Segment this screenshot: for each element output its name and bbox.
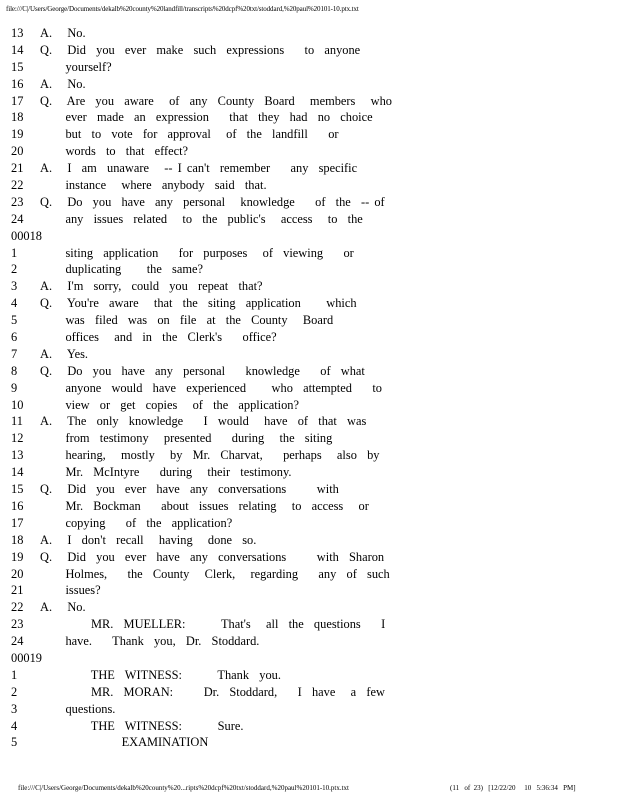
line-number: 3 bbox=[11, 279, 18, 294]
line-number: 1 bbox=[11, 245, 18, 260]
header-file-path: file:///C|/Users/George/Documents/dekalb%20county%20landfill/transcripts%20dcpf%20txt/stoddard,%20paul%20101-10.ptx.txt bbox=[6, 5, 359, 13]
line-text: siting application for purposes of viewing or bbox=[40, 245, 354, 260]
line-text: A. The only knowledge I would have of that was bbox=[40, 414, 367, 429]
line-number: 4 bbox=[11, 718, 18, 733]
line-text: Q. Do you have any personal knowledge of what bbox=[40, 363, 365, 378]
transcript-line bbox=[0, 380, 618, 397]
transcript-line bbox=[0, 25, 618, 42]
line-number: 19 bbox=[11, 127, 24, 142]
line-text: MR. MORAN: Dr. Stoddard, I have a few bbox=[40, 684, 385, 699]
line-text: Holmes, the County Clerk, regarding any of such bbox=[40, 566, 390, 581]
line-text: instance where anybody said that. bbox=[40, 178, 267, 193]
line-text: from testimony presented during the siting bbox=[40, 431, 333, 446]
line-number: 13 bbox=[11, 26, 24, 40]
line-text: words to that effect? bbox=[40, 144, 189, 159]
line-text: Q. Did you ever make such expressions to anyone bbox=[40, 42, 361, 57]
line-number: 15 bbox=[11, 59, 24, 74]
line-text: copying of the application? bbox=[40, 515, 233, 530]
transcript-line bbox=[0, 346, 618, 363]
line-number: 3 bbox=[11, 701, 18, 716]
transcript-line bbox=[0, 245, 618, 262]
transcript-line bbox=[0, 194, 618, 211]
line-text: any issues related to the public's access to the bbox=[40, 211, 363, 226]
line-number: 18 bbox=[11, 532, 24, 547]
line-number: 2 bbox=[11, 262, 18, 277]
line-text: Q. Did you ever have any conversations with bbox=[40, 482, 339, 497]
transcript-line bbox=[0, 109, 618, 126]
line-number: 1 bbox=[11, 667, 18, 682]
transcript-line bbox=[0, 261, 618, 278]
line-number: 2 bbox=[11, 684, 18, 699]
footer-page-info: (11 of 23) [12/22/20 10 5:36:34 PM] bbox=[450, 784, 576, 792]
line-text: A. No. bbox=[40, 600, 86, 615]
page-number: 00019 bbox=[11, 650, 42, 665]
transcript-line bbox=[0, 93, 618, 110]
transcript-line bbox=[0, 430, 618, 447]
line-number: 9 bbox=[11, 380, 18, 395]
transcript-line bbox=[0, 126, 618, 143]
transcript-body bbox=[0, 25, 618, 751]
line-number: 15 bbox=[11, 482, 24, 497]
line-number: 17 bbox=[11, 93, 24, 108]
line-text: issues? bbox=[40, 583, 101, 598]
line-text: Q. Do you have any personal knowledge of the -- of bbox=[40, 194, 385, 209]
line-number: 21 bbox=[11, 161, 24, 176]
transcript-line bbox=[0, 160, 618, 177]
line-text: A. No. bbox=[40, 76, 86, 91]
line-text: Mr. Bockman about issues relating to access or bbox=[40, 498, 369, 513]
page-number: 00018 bbox=[11, 228, 42, 243]
line-number: 23 bbox=[11, 194, 24, 209]
transcript-line bbox=[0, 42, 618, 59]
line-text: have. Thank you, Dr. Stoddard. bbox=[40, 634, 260, 649]
line-text: Q. Did you ever have any conversations with Sharon bbox=[40, 549, 385, 564]
line-text: A. Yes. bbox=[40, 346, 89, 361]
line-number: 22 bbox=[11, 178, 24, 193]
line-number: 24 bbox=[11, 634, 24, 649]
line-text: A. I am unaware -- I can't remember any specific bbox=[40, 161, 358, 176]
transcript-line bbox=[0, 295, 618, 312]
transcript-line bbox=[0, 447, 618, 464]
line-number: 20 bbox=[11, 144, 24, 159]
line-number: 16 bbox=[11, 76, 24, 91]
line-text: THE WITNESS: Sure. bbox=[40, 718, 244, 733]
line-number: 14 bbox=[11, 42, 24, 57]
line-number: 13 bbox=[11, 448, 24, 463]
line-number: 23 bbox=[11, 617, 24, 632]
transcript-line bbox=[0, 397, 618, 414]
transcript-line bbox=[0, 498, 618, 515]
line-number: 14 bbox=[11, 465, 24, 480]
line-number: 6 bbox=[11, 330, 18, 345]
transcript-line bbox=[0, 718, 618, 735]
transcript-line bbox=[0, 532, 618, 549]
line-number: 22 bbox=[11, 600, 24, 615]
line-text: duplicating the same? bbox=[40, 262, 204, 277]
transcript-line bbox=[0, 464, 618, 481]
line-text: A. No. bbox=[40, 26, 86, 40]
line-number: 24 bbox=[11, 211, 24, 226]
line-number: 19 bbox=[11, 549, 24, 564]
line-text: was filed was on file at the County Board bbox=[40, 313, 334, 328]
line-text: view or get copies of the application? bbox=[40, 397, 299, 412]
transcript-line bbox=[0, 616, 618, 633]
line-number: 18 bbox=[11, 110, 24, 125]
transcript-line bbox=[0, 633, 618, 650]
transcript-line bbox=[0, 59, 618, 76]
transcript-line bbox=[0, 177, 618, 194]
transcript-line bbox=[0, 363, 618, 380]
line-text: yourself? bbox=[40, 59, 112, 74]
line-number: 11 bbox=[11, 414, 23, 429]
transcript-line bbox=[0, 76, 618, 93]
transcript-line bbox=[0, 667, 618, 684]
line-text: but to vote for approval of the landfill or bbox=[40, 127, 339, 142]
transcript-line bbox=[0, 481, 618, 498]
transcript-line bbox=[0, 734, 618, 751]
transcript-line bbox=[0, 143, 618, 160]
line-number: 5 bbox=[11, 735, 18, 750]
transcript-line bbox=[0, 582, 618, 599]
line-text: hearing, mostly by Mr. Charvat, perhaps also by bbox=[40, 448, 380, 463]
line-text: A. I'm sorry, could you repeat that? bbox=[40, 279, 263, 294]
page-marker bbox=[0, 650, 618, 667]
line-number: 21 bbox=[11, 583, 24, 598]
line-text: offices and in the Clerk's office? bbox=[40, 330, 277, 345]
line-number: 12 bbox=[11, 431, 24, 446]
line-number: 8 bbox=[11, 363, 18, 378]
transcript-line bbox=[0, 413, 618, 430]
transcript-line bbox=[0, 549, 618, 566]
transcript-line bbox=[0, 701, 618, 718]
line-number: 20 bbox=[11, 566, 24, 581]
transcript-line bbox=[0, 329, 618, 346]
line-number: 5 bbox=[11, 313, 18, 328]
transcript-line bbox=[0, 278, 618, 295]
transcript-line bbox=[0, 515, 618, 532]
line-text: EXAMINATION bbox=[40, 735, 209, 750]
line-text: MR. MUELLER: That's all the questions I bbox=[40, 617, 386, 632]
transcript-line bbox=[0, 312, 618, 329]
transcript-line bbox=[0, 211, 618, 228]
line-text: Q. Are you aware of any County Board members who bbox=[40, 93, 392, 108]
line-number: 10 bbox=[11, 397, 24, 412]
transcript-line bbox=[0, 566, 618, 583]
page-marker bbox=[0, 228, 618, 245]
line-number: 7 bbox=[11, 346, 18, 361]
line-text: Q. You're aware that the siting application which bbox=[40, 296, 357, 311]
line-text: THE WITNESS: Thank you. bbox=[40, 667, 281, 682]
line-text: anyone would have experienced who attempted to bbox=[40, 380, 382, 395]
line-number: 16 bbox=[11, 498, 24, 513]
line-number: 4 bbox=[11, 296, 18, 311]
footer-file-path: file:///C|/Users/George/Documents/dekalb%20county%20...ripts%20dcpf%20txt/stoddard,%20paul%20101-10.ptx.txt bbox=[18, 784, 349, 792]
line-text: A. I don't recall having done so. bbox=[40, 532, 257, 547]
line-text: questions. bbox=[40, 701, 116, 716]
line-text: ever made an expression that they had no choice bbox=[40, 110, 373, 125]
line-text: Mr. McIntyre during their testimony. bbox=[40, 465, 292, 480]
line-number: 17 bbox=[11, 515, 24, 530]
transcript-line bbox=[0, 599, 618, 616]
transcript-line bbox=[0, 684, 618, 701]
